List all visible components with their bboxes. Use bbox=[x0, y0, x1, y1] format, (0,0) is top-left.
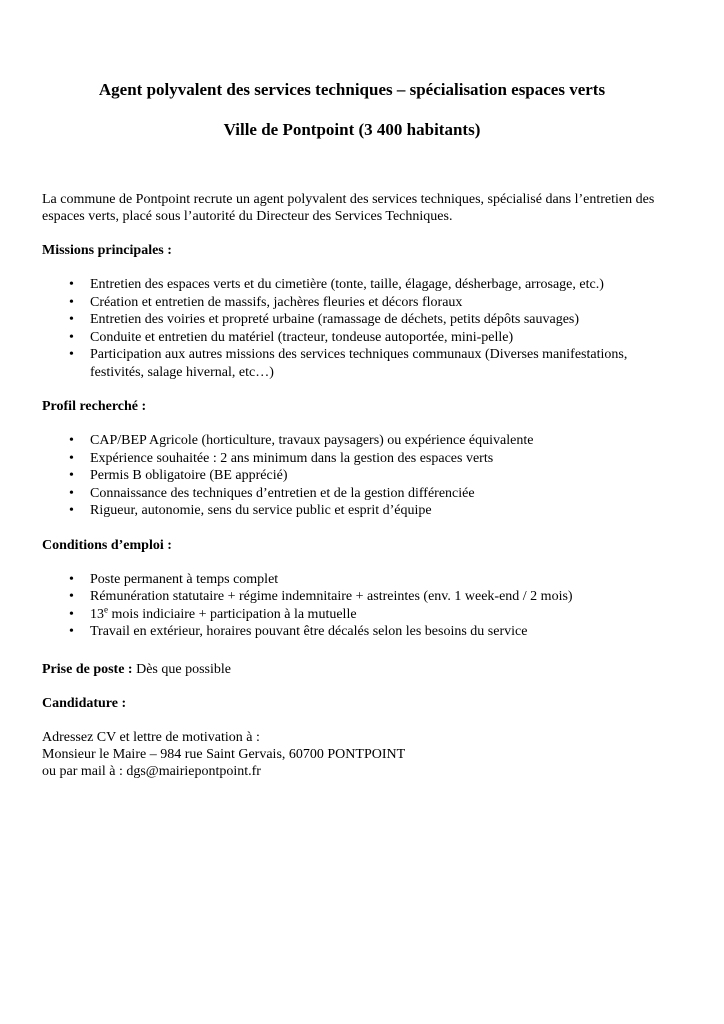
contact-block bbox=[42, 729, 662, 780]
conditions-list bbox=[42, 571, 662, 641]
list-item: • Travail en extérieur, horaires pouvant être décalés selon les besoins du service bbox=[42, 623, 662, 641]
profil-list bbox=[42, 432, 662, 520]
list-item: • Expérience souhaitée : 2 ans minimum dans la gestion des espaces verts bbox=[42, 450, 662, 468]
list-item: • Connaissance des techniques d’entretien et de la gestion différenciée bbox=[42, 485, 662, 503]
document-title: Agent polyvalent des services techniques – spécialisation espaces verts bbox=[98, 80, 606, 99]
intro-paragraph: La commune de Pontpoint recrute un agent polyvalent des services techniques, spécialisé dans l’entretien des espaces verts, placé sous l’autorité du Directeur des Services Techniques. bbox=[42, 192, 655, 224]
document-subtitle: Ville de Pontpoint (3 400 habitants) bbox=[223, 120, 481, 139]
list-item: • CAP/BEP Agricole (horticulture, travaux paysagers) ou expérience équivalente bbox=[42, 432, 662, 450]
ordinal-suffix: e bbox=[104, 603, 108, 614]
list-item: • Création et entretien de massifs, jachères fleuries et décors floraux bbox=[42, 294, 662, 312]
list-item bbox=[42, 603, 662, 624]
list-item: • Entretien des espaces verts et du cimetière (tonte, taille, élagage, désherbage, arrosage, etc.) bbox=[42, 276, 662, 294]
list-item: • Participation aux autres missions des services techniques communaux (Diverses manifestations, festivités, salage hivernal, etc…) bbox=[42, 346, 662, 381]
section-heading-candidature: Candidature : bbox=[42, 695, 127, 711]
ordinal-number: 13 bbox=[90, 606, 104, 622]
contact-line: Adressez CV et lettre de motivation à : bbox=[42, 729, 260, 745]
list-item: • Conduite et entretien du matériel (tracteur, tondeuse autoportée, mini-pelle) bbox=[42, 329, 662, 347]
list-item: • Permis B obligatoire (BE apprécié) bbox=[42, 467, 662, 485]
list-item: • Poste permanent à temps complet bbox=[42, 571, 662, 589]
start-date-label: Prise de poste : bbox=[42, 661, 133, 677]
contact-line: ou par mail à : dgs@mairiepontpoint.fr bbox=[42, 763, 261, 779]
list-item-text: mois indiciaire + participation à la mutuelle bbox=[108, 606, 357, 622]
list-item: • Entretien des voiries et propreté urbaine (ramassage de déchets, petits dépôts sauvages) bbox=[42, 311, 662, 329]
section-heading-conditions: Conditions d’emploi : bbox=[42, 537, 172, 553]
section-heading-profil: Profil recherché : bbox=[42, 399, 147, 414]
start-date-line bbox=[42, 661, 662, 678]
section-heading-missions: Missions principales : bbox=[42, 243, 172, 258]
list-item: • Rémunération statutaire + régime indemnitaire + astreintes (env. 1 week-end / 2 mois) bbox=[42, 588, 662, 606]
start-date-value: Dès que possible bbox=[136, 661, 231, 677]
contact-line: Monsieur le Maire – 984 rue Saint Gervais, 60700 PONTPOINT bbox=[42, 746, 406, 762]
missions-list bbox=[42, 276, 662, 381]
list-item: • Rigueur, autonomie, sens du service public et esprit d’équipe bbox=[42, 502, 662, 520]
